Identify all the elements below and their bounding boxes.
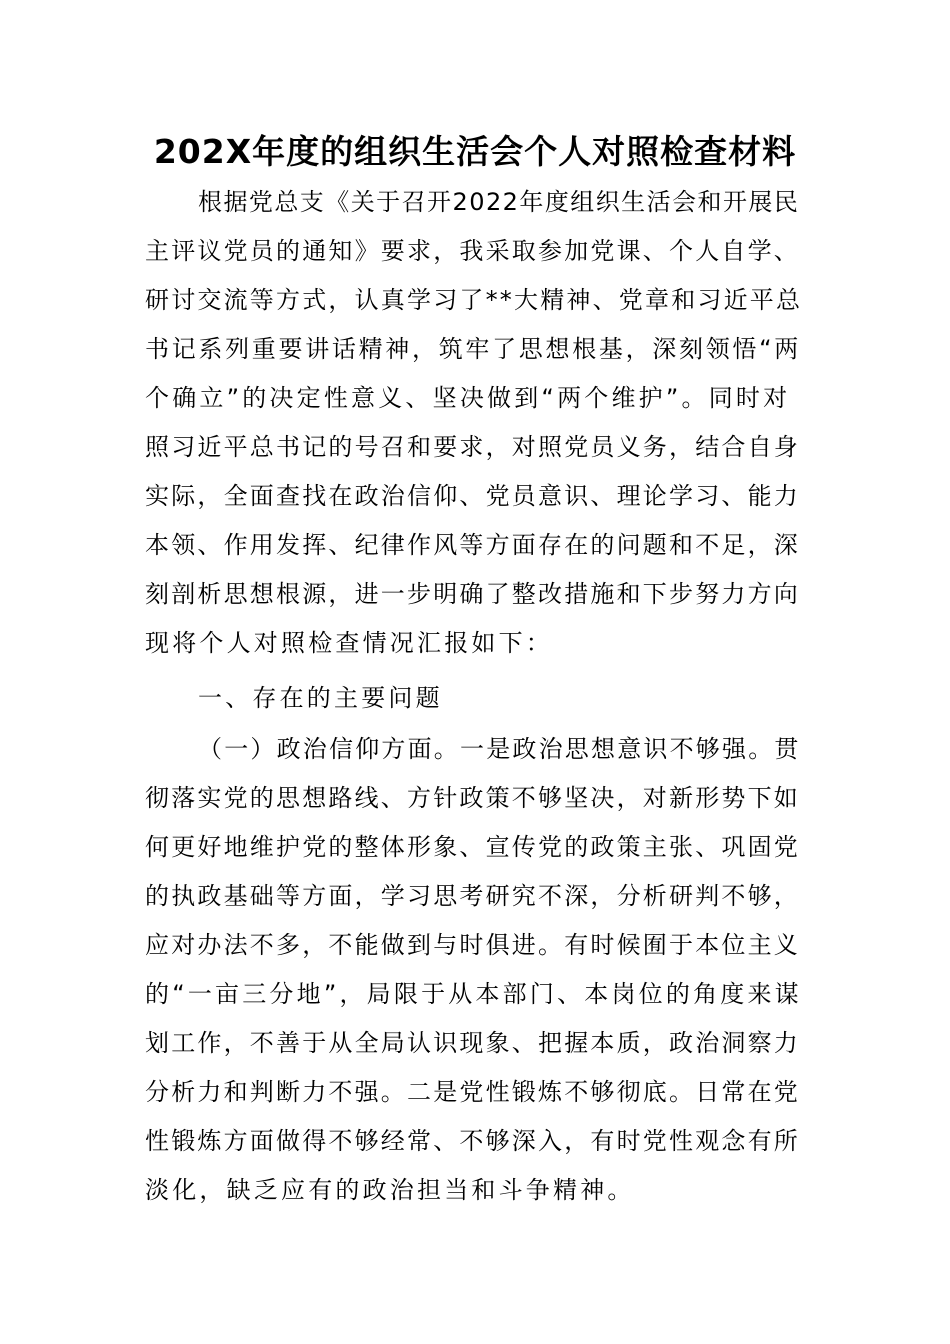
section-line-5: 应对办法不多，不能做到与时俱进。有时候囿于本位主义: [145, 931, 800, 959]
section-line-9: 性锻炼方面做得不够经常、不够深入，有时党性观念有所: [145, 1127, 800, 1155]
section-line-4: 的执政基础等方面，学习思考研究不深，分析研判不够，: [145, 882, 800, 910]
section-line-3: 何更好地维护党的整体形象、宣传党的政策主张、巩固党: [145, 833, 800, 861]
intro-line-3: 研讨交流等方式，认真学习了**大精神、党章和习近平总: [145, 286, 803, 314]
section-line-7: 划工作，不善于从全局认识现象、把握本质，政治洞察力: [145, 1029, 800, 1057]
section-line-10: 淡化，缺乏应有的政治担当和斗争精神。: [145, 1176, 635, 1204]
section-line-1: （一）政治信仰方面。一是政治思想意识不够强。贯: [198, 735, 801, 763]
intro-line-2: 主评议党员的通知》要求，我采取参加党课、个人自学、: [145, 237, 800, 265]
intro-line-10: 现将个人对照检查情况汇报如下：: [145, 629, 553, 657]
section-line-2: 彻落实党的思想路线、方针政策不够坚决，对新形势下如: [145, 784, 800, 812]
section-line-6: 的“一亩三分地”，局限于从本部门、本岗位的角度来谋: [145, 980, 802, 1008]
section-line-8: 分析力和判断力不强。二是党性锻炼不够彻底。日常在党: [145, 1078, 800, 1106]
intro-line-9: 刻剖析思想根源，进一步明确了整改措施和下步努力方向: [145, 580, 800, 608]
intro-line-4: 书记系列重要讲话精神，筑牢了思想根基，深刻领悟“两: [145, 335, 801, 363]
intro-line-5: 个确立”的决定性意义、坚决做到“两个维护”。同时对: [145, 384, 791, 412]
intro-line-1: 根据党总支《关于召开2022年度组织生活会和开展民: [198, 188, 800, 216]
document-title: 202X年度的组织生活会个人对照检查材料: [153, 132, 797, 171]
intro-line-6: 照习近平总书记的号召和要求，对照党员义务，结合自身: [145, 433, 800, 461]
section-heading: 一、存在的主要问题: [198, 684, 443, 712]
intro-line-7: 实际，全面查找在政治信仰、党员意识、理论学习、能力: [145, 482, 800, 510]
intro-line-8: 本领、作用发挥、纪律作风等方面存在的问题和不足，深: [145, 531, 800, 559]
